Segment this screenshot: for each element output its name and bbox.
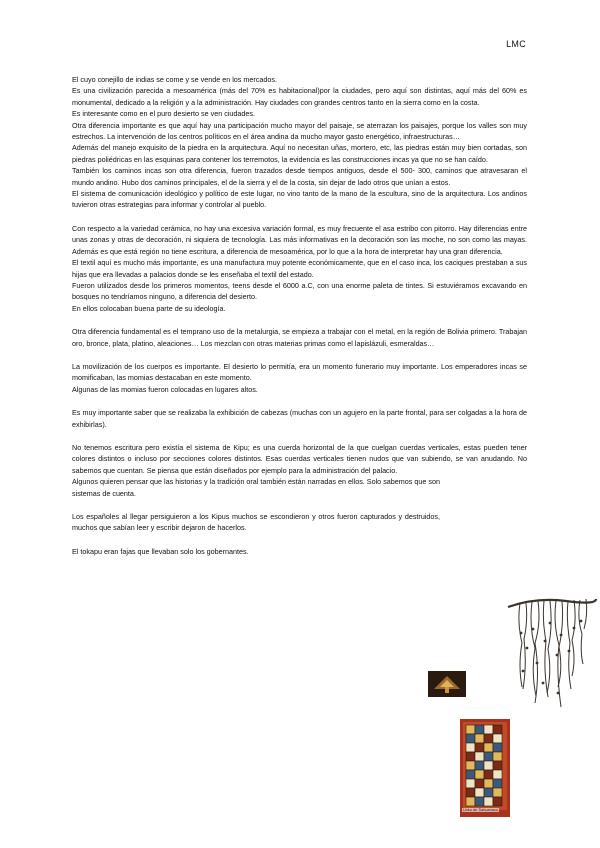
textile-photo <box>428 671 466 697</box>
paragraph: El cuyo conejillo de indias se come y se vende en los mercados. <box>72 75 277 84</box>
paragraph: También los caminos incas son otra diferencia, fueron trazados desde tiempos antiguos, desde el 500- 300, caminos que atravesaran el mundo andino. Hubo dos caminos principales, el de la sierra y el de la costa, sin dejar de lado otros que unían a estos. <box>72 166 527 187</box>
paragraph: El sistema de comunicación ideológico y político de este lugar, no vino tanto de la mano de la escultura, sino de la arquitectura. Los andinos tuvieron otras estrategias para informar y controlar al pueblo. <box>72 189 527 210</box>
paragraph: Con respecto a la variedad cerámica, no hay una excesiva variación formal, es muy frecuente el asa estribo con pitorro. Hay diferencias entre unas zonas y otras de decoración, ni siquiera de tecnología. Las más informativas en la decoración son las moche, no son como las mayas. Además es que está región no tiene escritura, a diferencia de mesoamérica, por lo que a la hora de interpretar hay una gran diferencia. <box>72 223 527 256</box>
tokapu-photo <box>460 719 510 817</box>
paragraph: Otra diferencia fundamental es el temprano uso de la metalurgia, se empieza a trabajar con el metal, en la región de Bolivia primero. Trabajan oro, bronce, plata, platino, aleaciones… Los mezclan con otras materias primas como el lapislázuli, esmeraldas… <box>72 327 527 348</box>
paragraph: En ellos colocaban buena parte de su ideología. <box>72 303 226 313</box>
paragraph-gap <box>72 395 527 407</box>
paragraph: Otra diferencia importante es que aquí hay una participación mucho mayor del paisaje, se aterrazan los paisajes, porque los valles son muy estrechos. La intervención de los centros políticos en el área andina da mucho mayor gasto energético, infraestructuras… <box>72 120 527 142</box>
document-body <box>72 74 527 557</box>
paragraph: El tokapu eran fajas que llevaban solo los gobernantes. <box>72 546 249 556</box>
kipu-photo <box>506 593 598 727</box>
tokapu-caption: Unku de Tiahuanaco <box>463 808 498 812</box>
paragraph: Algunas de las momias fueron colocadas en lugares altos. <box>72 384 258 394</box>
paragraph: Además del manejo exquisito de la piedra en la arquitectura. Aquí no necesitan uñas, mortero, etc, las piedras están muy bien cortadas, son piedras poliédricas en las esquinas para contener los terremotos, la evidencia es las construcciones incas ya que no se han caído. <box>72 143 527 164</box>
paragraph: No tenemos escritura pero existía el sistema de Kipu; es una cuerda horizontal de la que cuelgan cuerdas verticales, estas pueden tener colores distintos o incluso por secciones colores distintos. Esas cuerdas verticales tienen nudos que van subiendo, se van anudando. No sabemos que cuentan. Se piensa que están diseñados por ejemplo para la administración del palacio. <box>72 442 527 475</box>
paragraph: Fueron utilizados desde los primeros momentos, teens desde el 6000 a.C, con una enorme paleta de tintes. Si estuviéramos excavando en bosques no tendríamos ninguno, a diferencia del desierto. <box>72 280 527 302</box>
paragraph: Es muy importante saber que se realizaba la exhibición de cabezas (muchas con un agujero en la parte frontal, para ser colgadas a la hora de exhibirlas). <box>72 408 527 429</box>
paragraph: Es interesante como en el puro desierto se ven ciudades. <box>72 109 255 119</box>
paragraph: El textil aquí es mucho más importante, es una manufactura muy potente económicamente, que en el caso inca, los caciques prestaban a sus hijas que era llevadas a palacios donde se les enseñaba el textil del estado. <box>72 258 527 279</box>
paragraph: La movilización de los cuerpos es importante. El desierto lo permitía, era un momento funerario muy importante. Los emperadores incas se momificaban, las momias destacaban en este momento. <box>72 361 527 383</box>
paragraph-gap <box>72 430 527 442</box>
paragraph-gap <box>72 349 527 361</box>
paragraph-gap <box>72 314 527 326</box>
header-initials: LMC <box>506 39 526 49</box>
paragraph-gap <box>72 211 527 223</box>
paragraph: Algunos quieren pensar que las historias y la tradición oral también están narradas en ellos. Solo sabemos que son sistemas de cuenta. <box>72 477 440 498</box>
paragraph-gap <box>72 499 527 511</box>
paragraph: Es una civilización parecida a mesoamérica (más del 70% es habitacional)por la ciudades, pero aquí son distintas, aquí más del 60% es monumental, dedicado a la religión y a la administración. Hay ciudades con grandes centros tanto en la sierra como en la costa. <box>72 86 527 107</box>
paragraph-gap <box>72 534 527 546</box>
paragraph: Los españoles al llegar persiguieron a los Kipus muchos se escondieron y otros fueron capturados y destruidos, muchos que sabían leer y escribir dejaron de hacerlos. <box>72 512 440 533</box>
